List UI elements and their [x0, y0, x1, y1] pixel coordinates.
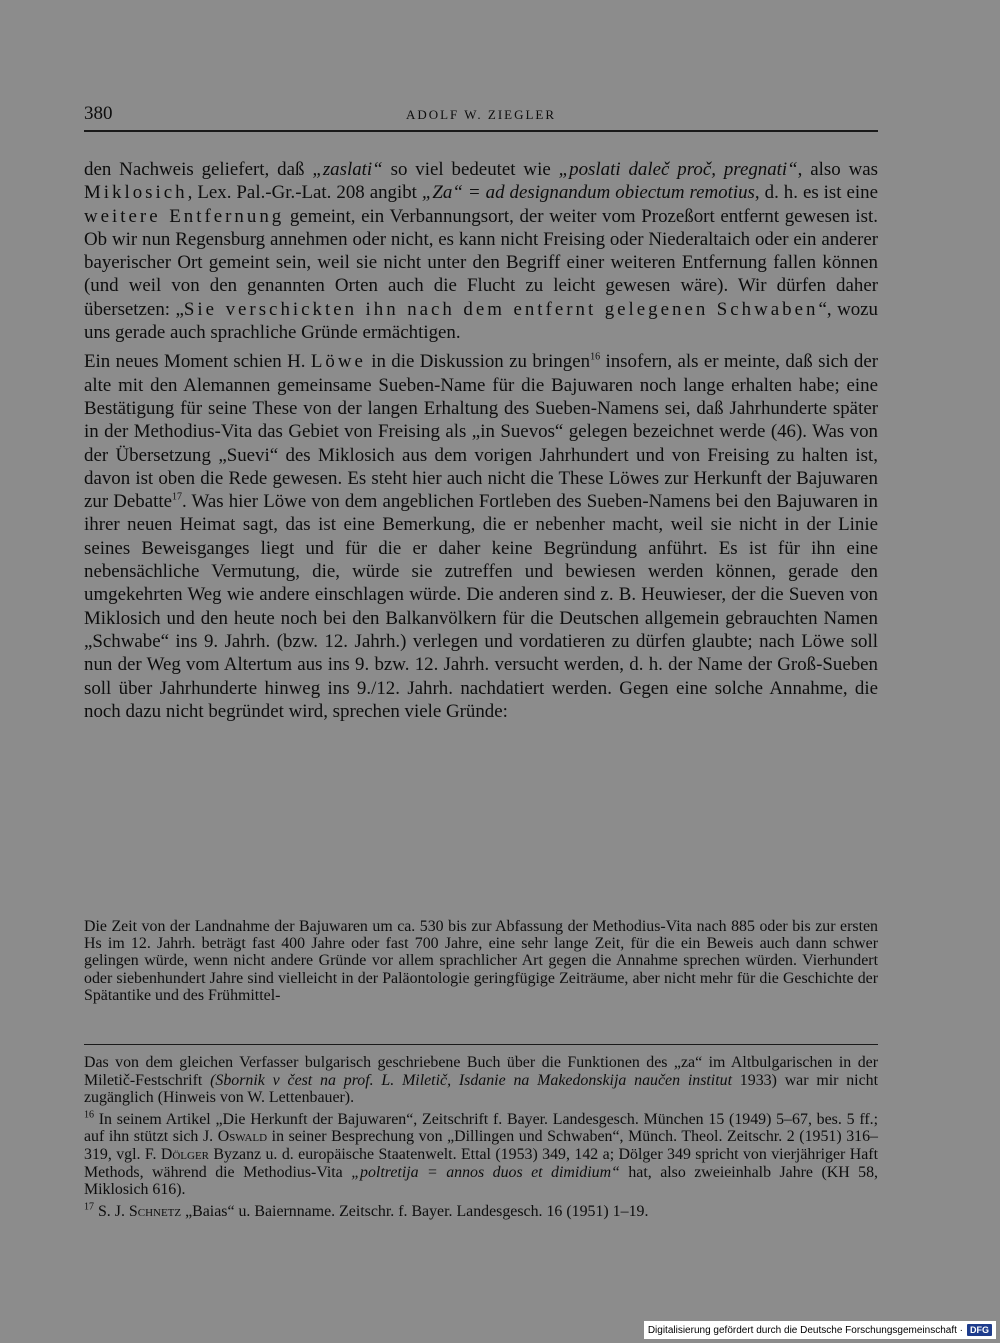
- dfg-logo: DFG: [967, 1324, 992, 1336]
- italic-span: „poslati daleč proč, pregnati“: [558, 159, 798, 180]
- small-caps-name: J. Oswald: [202, 1128, 268, 1146]
- spaced-emphasis: Sie verschickten ihn nach dem entfernt gelegenen Schwaben: [183, 298, 819, 320]
- spaced-emphasis: weitere Entfernung: [84, 205, 285, 227]
- footnotes: [84, 1054, 878, 1220]
- footnote-divider: [84, 1044, 878, 1045]
- footnote-ref: 16: [84, 1109, 94, 1121]
- paragraph: Ein neues Moment schien H. Löwe in die Diskussion zu bringen$^{16}$ insofern, als er meinte, daß sich der alte mit den Alemannen gemeinsame Sueben-Name für die Bajuwaren noch lange erhalten habe; eine Bestätigung für seine These von der langen Erhaltung des Sueben-Namens sei, daß Jahrhunderte später in der Methodius-Vita das Gebiet von Freising als „in Suevos“ gelegen bezeichnet werde (46). Was von der Übersetzung „Suevi“ des Miklosich aus dem vorigen Jahrhundert und von Freising zu halten ist, davon ist oben die Rede gewesen. Es steht hier auch nicht die These Löwes zur Herkunft der Bajuwaren zur Debatte$^{17}$. Was hier Löwe von dem angeblichen Fortleben des Sueben-Namens bei den Bajuwaren in ihrer neuen Heimat sagt, das ist eine Bemerkung, die er nebenher macht, weil sie nicht in der Linie seines Beweisganges liegt und für die er daher keine Begründung anführt. Es ist für ihn eine nebensächliche Vermutung, die, würde sie zutreffen und bewiesen werden können, gerade den umgekehrten Weg wie andere einschlagen würde. Die anderen sind z. B. Heuwieser, der die Sueven von Miklosich und den heute noch bei den Balkanvölkern für die Deutschen allgemein gebrauchten Namen „Schwabe“ ins 9. Jahrh. (bzw. 12. Jahrh.) verlegen und vordatieren zu dürfen glaubte; nach Löwe soll nun der Weg vom Altertum aus ins 9. bzw. 12. Jahrh. versucht werden, d. h. der Name der Groß-Sueben soll über Jahrhunderte hinweg ins 9./12. Jahrh. nachdatiert werden. Gegen eine solche Annahme, die noch dazu nicht begründet wird, sprechen viele Gründe:: [84, 351, 879, 722]
- footnote: $^{16}$ In seinem Artikel „Die Herkunft der Bajuwaren“, Zeitschrift f. Bayer. Landesgesch. München 15 (1949) 5–67, bes. 5 ff.; auf ihn stützt sich J. Oswald in seiner Besprechung von „Dillingen und Schwaben“, Münch. Theol. Zeitschr. 2 (1951) 316–319, vgl. F. Dölger Byzanz u. d. europäische Staatenwelt. Ettal (1953) 349, 142 a; Dölger 349 spricht von vierjähriger Haft Methods, während die Methodius-Vita „poltretija = annos duos et dimidium“ hat, also zweieinhalb Jahre (KH 58, Miklosich 616).: [84, 1109, 879, 1199]
- small-caps-name: Schnetz: [128, 1202, 182, 1220]
- page-header: [84, 100, 878, 132]
- page-number: 380: [84, 103, 113, 124]
- small-print-passage: [84, 918, 878, 1004]
- italic-span: „zaslati“: [312, 159, 383, 180]
- footnote: $^{17}$ S. J. Schnetz „Baias“ u. Baiernname. Zeitschr. f. Bayer. Landesgesch. 16 (1951) 1–19.: [84, 1201, 649, 1220]
- footnote: Das von dem gleichen Verfasser bulgarisch geschriebene Buch über die Funktionen des „za“ im Altbulgarischen in der Miletič-Festschrift (Sbornik v čest na prof. L. Miletič, Isdanie na Makedonskija naučen institut 1933) war mir nicht zugänglich (Hinweis von W. Lettenbauer).: [84, 1054, 878, 1107]
- italic-span: (Sbornik v čest na prof. L. Miletič, Isdanie na Makedonskija naučen institut: [210, 1071, 732, 1089]
- small-caps-name: F. Dölger: [144, 1145, 210, 1163]
- spaced-emphasis: Löwe: [310, 351, 366, 373]
- footnote-ref: 16: [590, 352, 601, 364]
- italic-span: „poltretija = annos duos et dimidium“: [351, 1163, 620, 1181]
- credit-text: Digitalisierung gefördert durch die Deutsche Forschungsgemeinschaft ·: [647, 1324, 963, 1336]
- footnote-ref: 17: [172, 491, 182, 503]
- paragraph: den Nachweis geliefert, daß „zaslati“ so viel bedeutet wie „poslati daleč proč, pregnati“, also was Miklosich, Lex. Pal.-Gr.-Lat. 208 angibt „Za“ = ad designandum obiectum remotius, d. h. es ist eine weitere Entfernung gemeint, ein Verbannungsort, der weiter vom Prozeßort entfernt gewesen ist. Ob wir nun Regensburg annehmen oder nicht, es kann nicht Freising oder Niederaltaich oder ein anderer bayerischer Ort gemeint sein, weil sie nicht unter den Begriff einer weiteren Entfernung fallen können (und weil von den genannten Orten auch die Flucht zu leicht gewesen wäre). Wir dürfen daher übersetzen: „Sie verschickten ihn nach dem entfernt gelegenen Schwaben“, wozu uns gerade auch sprachliche Gründe ermächtigen.: [84, 159, 879, 344]
- footnote-ref: 17: [84, 1201, 94, 1213]
- italic-span: „Za“ = ad designandum obiectum remotius: [421, 182, 755, 204]
- main-text: [84, 158, 878, 723]
- spaced-emphasis: Miklosich: [84, 182, 188, 204]
- paragraph: Die Zeit von der Landnahme der Bajuwaren um ca. 530 bis zur Abfassung der Methodius-Vita nach 885 oder bis zur ersten Hs im 12. Jahrh. beträgt fast 400 Jahre oder fast 700 Jahre, eine sehr lange Zeit, für die ein Beweis auch dann schwer gelingen würde, wenn nicht andere Gründe vor allem sprachlicher Art gegen die Annahme sprechen würden. Vierhundert oder siebenhundert Jahre sind vielleicht in der Paläontologie geringfügige Zeiträume, aber nicht mehr für die Geschichte der Spätantike und des Frühmittel-: [84, 918, 878, 1004]
- digitization-credit: [644, 1321, 996, 1339]
- running-head: ADOLF W. ZIEGLER: [405, 107, 557, 122]
